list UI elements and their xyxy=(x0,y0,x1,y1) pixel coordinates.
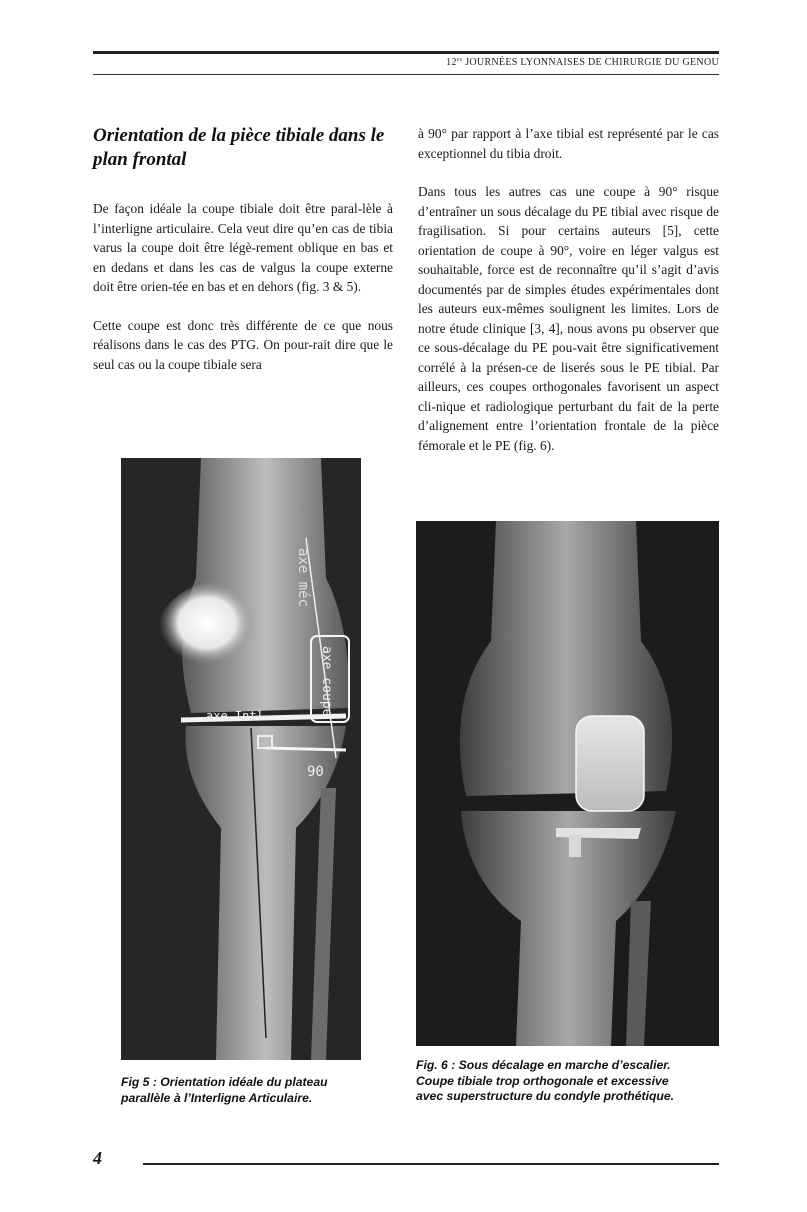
fig5-label-90: 90 xyxy=(307,764,324,780)
fig6-caption-line-2: Coupe tibiale trop orthogonale et excessive xyxy=(416,1073,669,1088)
left-column xyxy=(93,124,393,393)
header-title: JOURNÉES LYONNAISES DE CHIRURGIE DU GENOU xyxy=(465,57,719,68)
fig5-label-axe-coupe: axe coupe xyxy=(319,646,334,717)
figure-5-image xyxy=(121,458,361,1060)
header-number: 12 xyxy=(446,57,457,68)
fig5-caption-line-1: Fig 5 : Orientation idéale du plateau xyxy=(121,1075,328,1089)
figure-6-image xyxy=(416,521,719,1046)
header-rule-top xyxy=(93,51,719,54)
left-paragraph-2: Cette coupe est donc très différente de ce que nous réalisons dans le cas des PTG. On pour-rait dire que le seul cas ou la coupe tibiale sera xyxy=(93,317,393,372)
section-title: Orientation de la pièce tibiale dans le plan frontal xyxy=(93,125,385,170)
header-rule-bottom xyxy=(93,74,719,75)
right-paragraph-1: à 90° par rapport à l’axe tibial est représenté par le cas exceptionnel du tibia droit. xyxy=(418,126,719,161)
fig6-caption-line-1: Fig. 6 : Sous décalage en marche d’escalier. xyxy=(416,1058,671,1072)
fig6-caption-line-3: avec superstructure du condyle prothétique. xyxy=(416,1089,675,1103)
fig5-label-axe-intl: axe Intl xyxy=(206,709,264,723)
figure-6-xray xyxy=(416,521,719,1046)
header-superscript: es xyxy=(456,57,463,63)
figure-6-caption xyxy=(416,1058,726,1105)
figure-5-caption xyxy=(121,1075,381,1106)
fig5-label-axe-mec: axe méc xyxy=(295,548,311,608)
figure-5-xray xyxy=(121,458,361,1060)
footer-rule xyxy=(143,1163,719,1165)
fig5-caption-line-2: parallèle à l’Interligne Articulaire. xyxy=(121,1090,313,1105)
right-column xyxy=(418,124,719,474)
left-paragraph-1: De façon idéale la coupe tibiale doit être paral-lèle à l’interligne articulaire. Cela veut dire qu’en cas de tibia varus la coupe doit être légè-rement oblique en bas et en dedans et dans les cas de valgus la coupe externe doit être orien-tée en bas et en dehors (fig. 3 & 5). xyxy=(93,201,393,294)
page-number: 4 xyxy=(93,1148,102,1168)
right-paragraph-2: Dans tous les autres cas une coupe à 90° risque d’entraîner un sous décalage du PE tibial avec risque de fragilisation. Si pour certains auteurs [5], cette orientation de coupe à 90°, voire en léger valgus est souhaitable, force est de reconnaître qu’il s’agit d’avis documentés par de simples études expérimentales dont les auteurs eux-mêmes soulignent les limites. Lors de notre étude clinique [3, 4], nous avons pu observer que ce sous-décalage du PE pou-vait être significativement corrélé à la présen-ce de liserés sous le PE tibial. Par ailleurs, ces coupes orthogonales favorisent un aspect cli-nique et radiologique perturbant du fait de la perte d’alignement entre l’orientation frontale de la pièce fémorale et le PE (fig. 6). xyxy=(418,184,719,453)
running-header xyxy=(446,57,719,68)
